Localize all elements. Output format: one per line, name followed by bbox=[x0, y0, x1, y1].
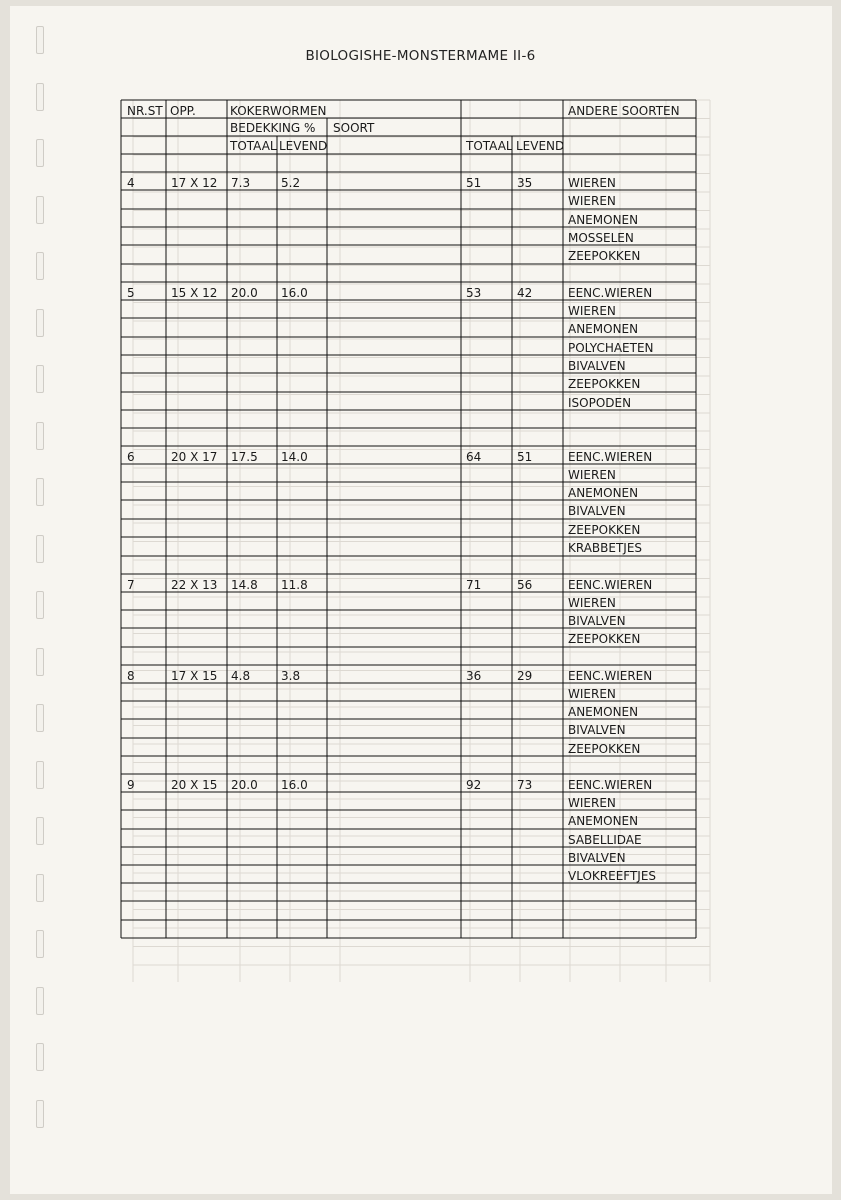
andere-soort: EENC.WIEREN bbox=[568, 778, 653, 792]
station-nr: 9 bbox=[127, 778, 135, 792]
count-levend: 51 bbox=[517, 450, 533, 464]
header-nr-st: NR.ST bbox=[127, 104, 163, 118]
station-opp: 17 X 12 bbox=[171, 176, 218, 190]
andere-soort: ZEEPOKKEN bbox=[568, 249, 641, 263]
andere-soort: WIEREN bbox=[568, 796, 616, 810]
header-totaal-count: TOTAAL bbox=[466, 139, 513, 153]
andere-soort: ANEMONEN bbox=[568, 486, 639, 500]
station-nr: 5 bbox=[127, 286, 135, 300]
count-levend: 29 bbox=[517, 669, 533, 683]
andere-soort: ANEMONEN bbox=[568, 705, 639, 719]
header-totaal-bedekking: TOTAAL bbox=[230, 139, 277, 153]
bedekking-levend: 11.8 bbox=[281, 578, 308, 592]
header-andere-soorten: ANDERE SOORTEN bbox=[568, 104, 680, 118]
andere-soort: VLOKREEFTJES bbox=[568, 869, 657, 883]
bedekking-levend: 14.0 bbox=[281, 450, 308, 464]
andere-soort: WIEREN bbox=[568, 687, 616, 701]
andere-soort: ZEEPOKKEN bbox=[568, 523, 641, 537]
andere-soort: ZEEPOKKEN bbox=[568, 742, 641, 756]
header-kokerwormen: KOKERWORMEN bbox=[230, 104, 327, 118]
andere-soort: BIVALVEN bbox=[568, 504, 626, 518]
andere-soort: ANEMONEN bbox=[568, 213, 639, 227]
bedekking-totaal: 17.5 bbox=[231, 450, 258, 464]
bedekking-levend: 16.0 bbox=[281, 286, 308, 300]
andere-soort: POLYCHAETEN bbox=[568, 341, 654, 355]
andere-soort: ANEMONEN bbox=[568, 322, 639, 336]
andere-soort: ISOPODEN bbox=[568, 396, 632, 410]
andere-soort: BIVALVEN bbox=[568, 723, 626, 737]
bedekking-totaal: 4.8 bbox=[231, 669, 251, 683]
andere-soort: BIVALVEN bbox=[568, 359, 626, 373]
table-text bbox=[127, 104, 680, 883]
andere-soort: WIEREN bbox=[568, 176, 616, 190]
bedekking-levend: 16.0 bbox=[281, 778, 308, 792]
count-totaal: 36 bbox=[466, 669, 482, 683]
header-soort: SOORT bbox=[333, 121, 375, 135]
andere-soort: EENC.WIEREN bbox=[568, 286, 653, 300]
bedekking-totaal: 7.3 bbox=[231, 176, 251, 190]
andere-soort: EENC.WIEREN bbox=[568, 578, 653, 592]
andere-soort: BIVALVEN bbox=[568, 614, 626, 628]
count-totaal: 64 bbox=[466, 450, 482, 464]
bedekking-totaal: 14.8 bbox=[231, 578, 258, 592]
bedekking-totaal: 20.0 bbox=[231, 286, 258, 300]
andere-soort: WIEREN bbox=[568, 194, 616, 208]
andere-soort: KRABBETJES bbox=[568, 541, 643, 555]
header-bedekking: BEDEKKING % bbox=[230, 121, 316, 135]
count-totaal: 51 bbox=[466, 176, 482, 190]
andere-soort: EENC.WIEREN bbox=[568, 669, 653, 683]
header-levend-count: LEVEND bbox=[516, 139, 565, 153]
station-nr: 8 bbox=[127, 669, 135, 683]
station-opp: 17 X 15 bbox=[171, 669, 218, 683]
station-nr: 7 bbox=[127, 578, 135, 592]
andere-soort: SABELLIDAE bbox=[568, 833, 642, 847]
bedekking-levend: 5.2 bbox=[281, 176, 301, 190]
andere-soort: ZEEPOKKEN bbox=[568, 632, 641, 646]
andere-soort: BIVALVEN bbox=[568, 851, 626, 865]
count-levend: 35 bbox=[517, 176, 533, 190]
count-levend: 73 bbox=[517, 778, 533, 792]
station-nr: 6 bbox=[127, 450, 135, 464]
andere-soort: WIEREN bbox=[568, 468, 616, 482]
count-totaal: 53 bbox=[466, 286, 482, 300]
station-opp: 22 X 13 bbox=[171, 578, 218, 592]
header-levend-bedekking: LEVEND bbox=[279, 139, 328, 153]
page-title: BIOLOGISHE-MONSTERMAME II-6 bbox=[305, 48, 536, 64]
count-totaal: 92 bbox=[466, 778, 482, 792]
count-levend: 42 bbox=[517, 286, 533, 300]
andere-soort: WIEREN bbox=[568, 304, 616, 318]
station-nr: 4 bbox=[127, 176, 135, 190]
andere-soort: ANEMONEN bbox=[568, 814, 639, 828]
andere-soort: EENC.WIEREN bbox=[568, 450, 653, 464]
bedekking-levend: 3.8 bbox=[281, 669, 301, 683]
andere-soort: WIEREN bbox=[568, 596, 616, 610]
header-opp: OPP. bbox=[170, 104, 196, 118]
bedekking-totaal: 20.0 bbox=[231, 778, 258, 792]
station-opp: 20 X 15 bbox=[171, 778, 218, 792]
andere-soort: ZEEPOKKEN bbox=[568, 377, 641, 391]
andere-soort: MOSSELEN bbox=[568, 231, 634, 245]
station-opp: 15 X 12 bbox=[171, 286, 218, 300]
count-levend: 56 bbox=[517, 578, 533, 592]
count-totaal: 71 bbox=[466, 578, 482, 592]
station-opp: 20 X 17 bbox=[171, 450, 218, 464]
